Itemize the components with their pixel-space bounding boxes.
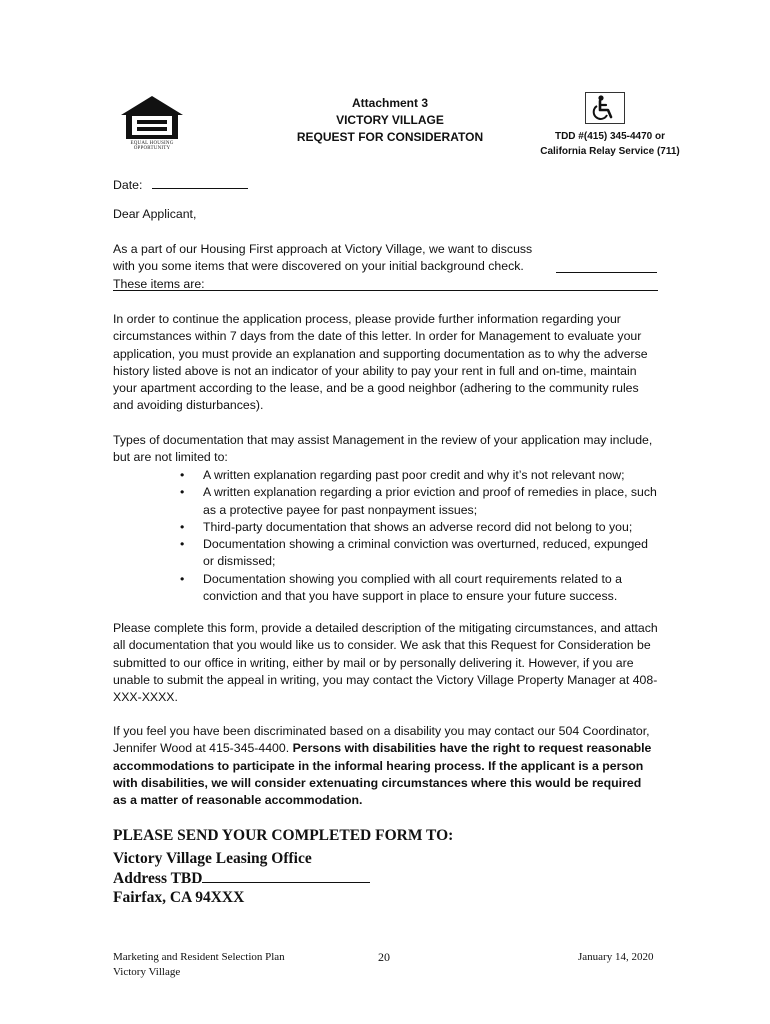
documentation-intro: Types of documentation that may assist Management in the review of your application may include, but are not limited to: — [113, 433, 653, 465]
send-to-heading: PLEASE SEND YOUR COMPLETED FORM TO: — [113, 827, 454, 844]
bullet-icon: • — [180, 519, 185, 534]
list-item: • Documentation showing a criminal conviction was overturned, reduced, expunged or dismissed; — [180, 537, 648, 569]
explanation-paragraph: In order to continue the application process, please provide further information regarding your circumstances within 7 days from the date of this letter. In order for Management to evaluate your application, you must provide an explanation and supporting documentation as to why the adverse history listed above is not an indicator of your ability to pay your rent in full and on-time, maintain your apartment according to the lease, and be a good neighbor (adhering to the community rules and avoiding disturbances). — [113, 312, 648, 413]
address-field[interactable] — [202, 868, 370, 883]
disability-paragraph — [113, 723, 658, 809]
plan-title: Marketing and Resident Selection Plan — [113, 951, 285, 963]
date-field[interactable] — [152, 176, 248, 189]
bullet-icon: • — [180, 468, 185, 482]
list-item: • A written explanation regarding past poor credit and why it’s not relevant now; — [180, 467, 658, 484]
items-field[interactable] — [556, 260, 657, 273]
logo-text: EQUAL HOUSING OPPORTUNITY — [130, 141, 174, 151]
house-icon — [119, 95, 185, 141]
bullet-icon: • — [180, 571, 185, 586]
page-number: 20 — [378, 950, 390, 964]
bullet-icon: • — [180, 485, 185, 500]
attachment-label: Attachment 3 — [351, 96, 428, 110]
property-name: VICTORY VILLAGE — [336, 113, 444, 127]
date-line — [113, 176, 658, 194]
tdd-contact — [525, 129, 695, 159]
equal-housing-opportunity-logo — [119, 95, 185, 153]
items-line[interactable] — [113, 290, 658, 291]
footer-property: Victory Village — [113, 966, 181, 978]
leasing-office: Victory Village Leasing Office — [113, 850, 312, 867]
disability-contact: If you feel you have been discriminated based on a disability you may contact our 504 Coordinator, Jennifer Wood at 415-345-4400. — [113, 724, 650, 756]
bullet-icon: • — [180, 537, 185, 552]
tdd-number: TDD #(415) 345-4470 or — [554, 131, 666, 142]
greeting: Dear Applicant, — [113, 207, 197, 221]
wheelchair-icon — [585, 92, 625, 124]
footer-date: January 14, 2020 — [578, 951, 654, 963]
documentation-list — [180, 467, 658, 605]
city-line: Fairfax, CA 94XXX — [113, 889, 245, 906]
list-item: • A written explanation regarding a prior eviction and proof of remedies in place, such as a protective payee for past nonpayment issues; — [180, 485, 657, 517]
relay-service: California Relay Service (711) — [540, 146, 680, 157]
send-to-block — [113, 826, 673, 907]
intro-paragraph: As a part of our Housing First approach at Victory Village, we want to discuss with you some items that were discovered on your initial background check. These items are: — [113, 242, 533, 291]
list-item: • Third-party documentation that shows an adverse record did not belong to you; — [180, 519, 658, 536]
list-item: • Documentation showing you complied with all court requirements related to a conviction and that you have support in place to ensure your future success. — [180, 571, 622, 604]
submission-paragraph: Please complete this form, provide a detailed description of the mitigating circumstances, and attach all documentation that you would like us to consider. We ask that this Request for Consideration be submitted to our office in writing, either by mail or by personally delivering it. However, if you are unable to submit the appeal in writing, you may contact the Victory Village Property Manager at 408-XXX-XXXX. — [113, 621, 658, 705]
document-title: REQUEST FOR CONSIDERATON — [296, 130, 484, 144]
reasonable-accommodation-notice: Persons with disabilities have the right to request reasonable accommodations to participate in the informal hearing process. If the applicant is a person with disabilities, we will consider extenuating circumstances where this would be required as a matter of reasonable accommodation. — [113, 741, 652, 808]
address-label: Address TBD — [113, 870, 203, 887]
address-line — [113, 868, 673, 888]
date-label: Date: — [113, 178, 143, 192]
footer-left — [113, 950, 285, 980]
document-header — [285, 95, 495, 146]
